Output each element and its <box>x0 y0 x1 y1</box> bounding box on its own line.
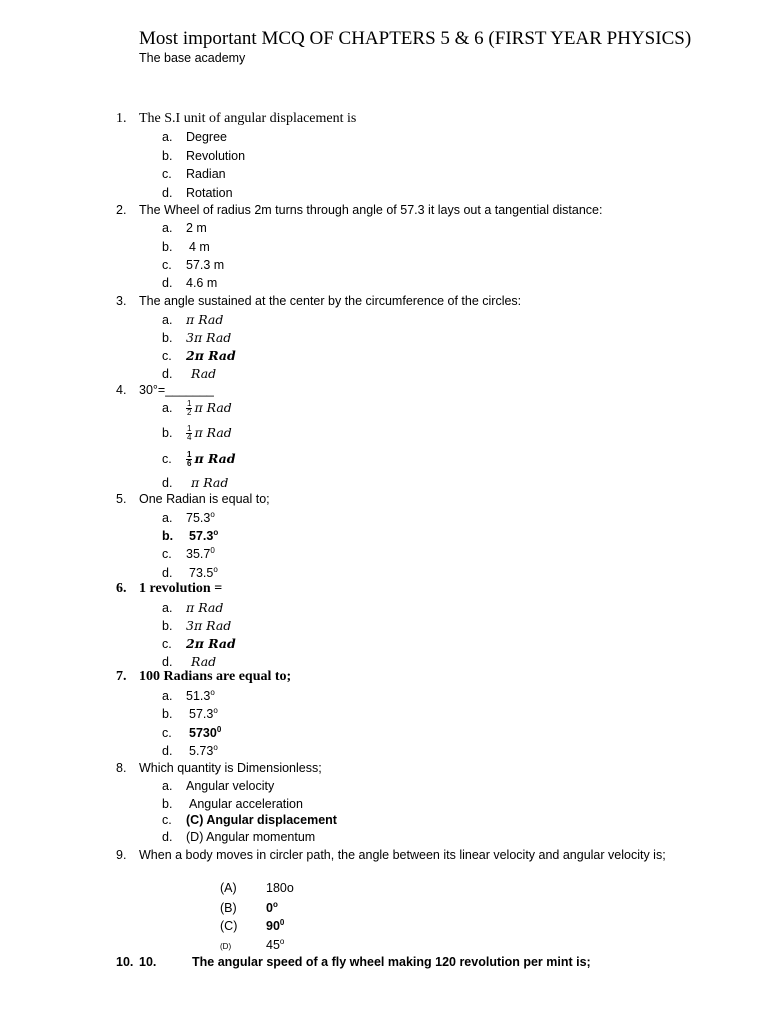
option-1a: a. Degree <box>162 130 227 144</box>
question-text: The angular speed of a fly wheel making 120 revolution per mint is; <box>192 955 591 969</box>
question-2 <box>116 203 602 217</box>
question-number: 3. <box>116 294 127 308</box>
question-text: Which quantity is Dimensionless; <box>139 761 322 775</box>
question-text: The S.I unit of angular displacement is <box>139 111 357 126</box>
question-number: 4. <box>116 383 127 397</box>
option-6d: d. Rad <box>162 654 217 669</box>
option-5d: d. 73.5$^o$ <box>162 565 218 581</box>
question-10 <box>116 955 591 969</box>
option-6b: b. 3π Rad <box>162 618 232 633</box>
question-text: One Radian is equal to; <box>139 492 270 506</box>
page-subtitle: The base academy <box>139 51 246 65</box>
option-3d: d. Rad <box>162 366 217 381</box>
page-title: Most important MCQ OF CHAPTERS 5 & 6 (FIRST YEAR PHYSICS) <box>139 28 692 49</box>
option-1d: d. Rotation <box>162 186 233 200</box>
question-text: 100 Radians are equal to; <box>139 669 292 684</box>
option-3c: c. 2π Rad <box>162 348 236 363</box>
question-number: 10. <box>116 955 134 969</box>
option-4c: c. $\frac{1}{6}$ π Rad <box>162 450 236 469</box>
option-5b: b. 57.3$^o$ <box>162 528 219 544</box>
option-9b: (B) 0$^o$ <box>220 900 278 916</box>
question-3 <box>116 294 521 308</box>
option-8a: a. Angular velocity <box>162 779 275 793</box>
option-1b: b. Revolution <box>162 149 246 163</box>
option-4b: b. $\frac{1}{4}$ π Rad <box>162 424 232 443</box>
option-2a: a. 2 m <box>162 221 207 235</box>
question-text: When a body moves in circler path, the angle between its linear velocity and angular velocity is; <box>139 848 666 862</box>
question-7 <box>116 669 291 685</box>
option-3a: a. π Rad <box>162 312 224 327</box>
question-number: 5. <box>116 492 127 506</box>
option-2d: d. 4.6 m <box>162 276 218 290</box>
question-number-duplicate: 10. <box>139 955 157 969</box>
question-4 <box>116 383 214 397</box>
question-8 <box>116 761 322 775</box>
fraction: $\frac{1}{4}$ <box>187 424 192 443</box>
option-7c: c. 5730$^0$ <box>162 725 222 741</box>
question-number: 7. <box>116 669 127 684</box>
option-6c: c. 2π Rad <box>162 636 236 651</box>
question-number: 1. <box>116 111 127 126</box>
question-text: 1 revolution = <box>139 581 223 596</box>
option-8c: c. (C) Angular displacement <box>162 813 337 827</box>
question-number: 2. <box>116 203 127 217</box>
option-5c: c. 35.7$^0$ <box>162 546 215 562</box>
option-9c: (C) $90^0$ <box>220 918 285 934</box>
option-1c: c. Radian <box>162 167 226 181</box>
option-6a: a. π Rad <box>162 600 224 615</box>
option-2c: c. 57.3 m <box>162 258 225 272</box>
question-text: 30°=_______ <box>139 383 214 397</box>
option-7b: b. 57.3$^o$ <box>162 706 218 722</box>
option-4a: a. $\frac{1}{2}$ π Rad <box>162 399 232 418</box>
question-number: 8. <box>116 761 127 775</box>
question-text: The angle sustained at the center by the circumference of the circles: <box>139 294 522 308</box>
option-4d: d. π Rad <box>162 475 229 490</box>
question-1 <box>116 111 356 127</box>
option-3b: b. 3π Rad <box>162 330 232 345</box>
option-8d: d. (D) Angular momentum <box>162 830 316 844</box>
option-8b: b. Angular acceleration <box>162 797 303 811</box>
option-7d: d. 5.73$^o$ <box>162 743 218 759</box>
question-6 <box>116 581 222 597</box>
option-2b: b. 4 m <box>162 240 210 254</box>
question-9 <box>116 847 676 863</box>
question-number: 9. <box>116 848 127 862</box>
option-9d: (D) 45$^o$ <box>220 937 285 953</box>
option-9a: (A) 180o <box>220 881 294 895</box>
fraction: $\frac{1}{2}$ <box>187 399 192 418</box>
question-5 <box>116 492 270 506</box>
question-number: 6. <box>116 581 127 596</box>
option-7a: a. 51.3$^o$ <box>162 688 215 704</box>
question-text: The Wheel of radius 2m turns through angle of 57.3 it lays out a tangential distance: <box>139 203 603 217</box>
option-5a: a. 75.3$^o$ <box>162 510 215 526</box>
fraction: $\frac{1}{6}$ <box>187 450 192 469</box>
